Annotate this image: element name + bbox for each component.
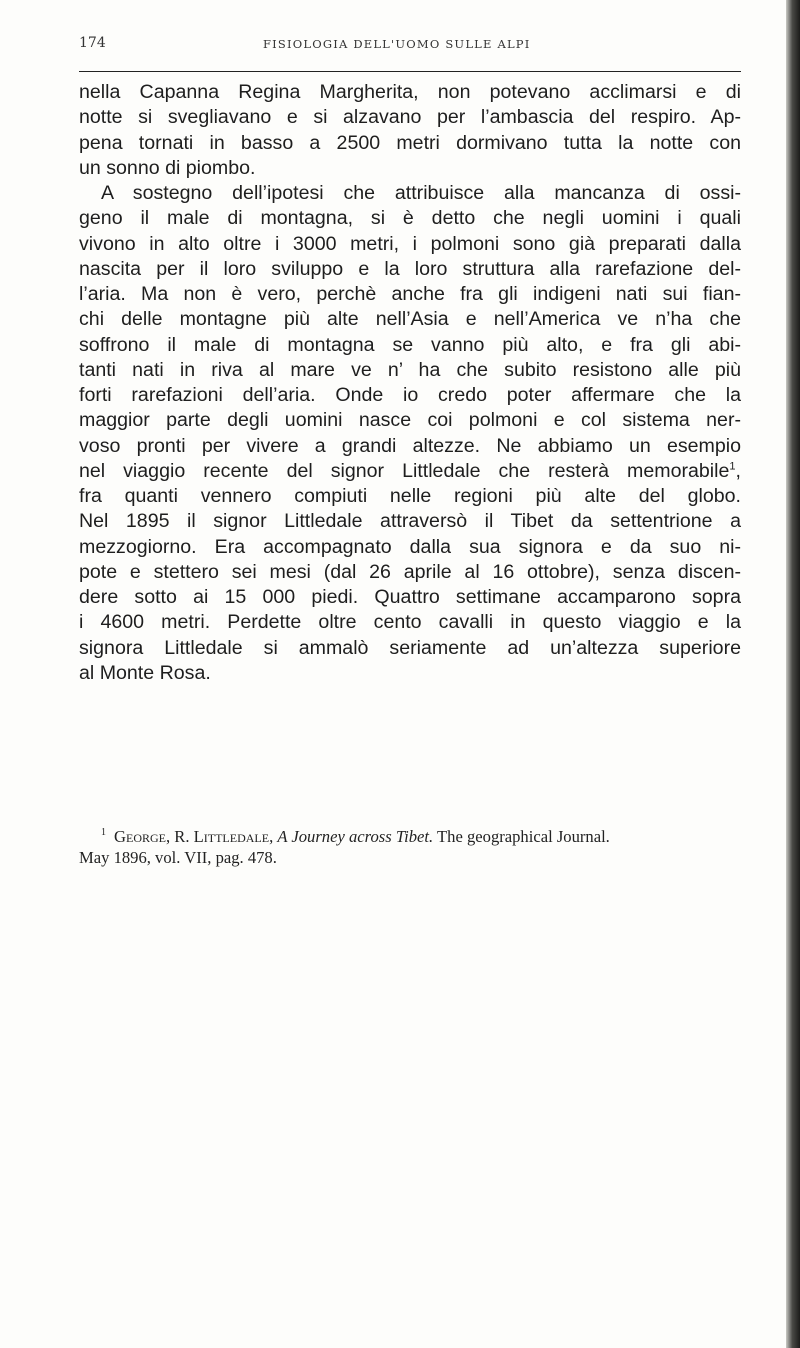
text-line: fra quanti vennero compiuti nelle regioni più alte del globo. bbox=[79, 485, 741, 507]
text-line: i 4600 metri. Perdette oltre cento cavalli in questo viaggio e la bbox=[79, 611, 741, 634]
text-line: al Monte Rosa. bbox=[79, 661, 211, 684]
text-line: soffrono il male di montagna se vanno più alto, e fra gli abi- bbox=[79, 333, 741, 356]
text-line: maggior parte degli uomini nasce coi polmoni e col sistema ner- bbox=[79, 409, 741, 432]
footnote-line bbox=[79, 826, 746, 847]
text-line: nella Capanna Regina Margherita, non potevano acclimarsi e di bbox=[79, 81, 741, 103]
text-line: geno il male di montagna, si è detto che negli uomini i quali bbox=[79, 207, 741, 230]
page-header bbox=[79, 35, 741, 59]
text-line: vivono in alto oltre i 3000 metri, i polmoni sono già preparati dalla bbox=[79, 232, 741, 255]
running-head: FISIOLOGIA DELL'UOMO SULLE ALPI bbox=[263, 37, 531, 51]
text-line: A sostegno dell’ipotesi che attribuisce alla mancanza di ossi- bbox=[101, 182, 741, 204]
text-line-with-footnote-ref bbox=[79, 459, 741, 484]
footnote-title: A Journey across Tibet. bbox=[277, 827, 434, 846]
footnote bbox=[79, 826, 746, 868]
footnote-ref-suffix: , bbox=[735, 459, 741, 482]
footnote-reference[interactable]: 1 bbox=[729, 460, 736, 473]
footnote-line: May 1896, vol. VII, pag. 478. bbox=[79, 848, 277, 867]
page-number: 174 bbox=[79, 35, 106, 51]
footnote-mark: 1 bbox=[101, 827, 106, 839]
text-line: forti rarefazioni dell’aria. Onde io credo poter affermare che la bbox=[79, 384, 741, 406]
header-rule bbox=[79, 71, 741, 72]
body-text bbox=[79, 80, 741, 686]
text-line: Nel 1895 il signor Littledale attraversò il Tibet da settentrione a bbox=[79, 510, 741, 533]
text-line: tanti nati in riva al mare ve n’ ha che subito resistono alle più bbox=[79, 358, 741, 381]
text-line: nascita per il loro sviluppo e la loro struttura alla rarefazione del- bbox=[79, 257, 741, 280]
text-line: mezzogiorno. Era accompagnato dalla sua signora e da suo ni- bbox=[79, 535, 741, 558]
footnote-author: George, R. Littledale, bbox=[114, 827, 274, 846]
footnote-journal: The geographical Journal. bbox=[437, 827, 610, 846]
text-line: dere sotto ai 15 000 piedi. Quattro settimane accamparono sopra bbox=[79, 586, 741, 608]
text-line: pena tornati in basso a 2500 metri dormivano tutta la notte con bbox=[79, 131, 741, 154]
book-spine-shadow bbox=[786, 0, 800, 1348]
text-line: notte si svegliavano e si alzavano per l’ambascia del respiro. Ap- bbox=[79, 106, 741, 129]
text-line: l’aria. Ma non è vero, perchè anche fra gli indigeni nati sui fian- bbox=[79, 283, 741, 305]
text-line: pote e stettero sei mesi (dal 26 aprile al 16 ottobre), senza discen- bbox=[79, 560, 741, 583]
text-line: voso pronti per vivere a grandi altezze. Ne abbiamo un esempio bbox=[79, 434, 741, 457]
text-line: un sonno di piombo. bbox=[79, 156, 256, 179]
text-line: chi delle montagne più alte nell’Asia e nell’America ve n’ha che bbox=[79, 308, 741, 331]
text-line-content: nel viaggio recente del signor Littledale che resterà memorabile bbox=[79, 459, 730, 482]
text-line: signora Littledale si ammalò seriamente ad un’altezza superiore bbox=[79, 636, 741, 659]
